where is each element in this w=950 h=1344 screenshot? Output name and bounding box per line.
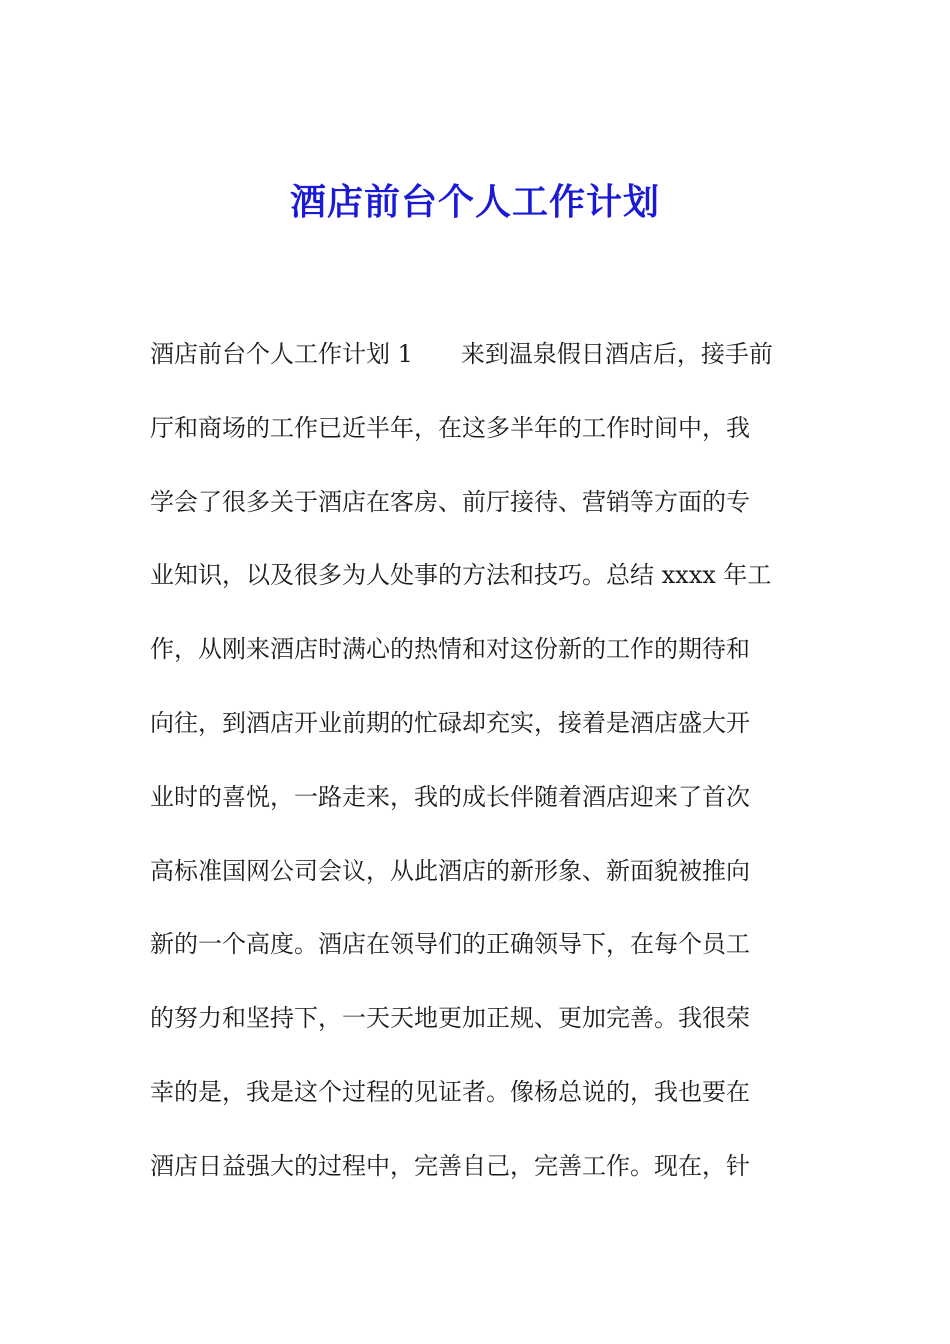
paragraph-line: 的努力和坚持下，一天天地更加正规、更加完善。我很荣: [150, 1004, 750, 1033]
paragraph-line: 酒店前台个人工作计划 1 来到温泉假日酒店后，接手前: [150, 340, 773, 368]
document-body: [150, 330, 815, 1216]
paragraph-line: 新的一个高度。酒店在领导们的正确领导下，在每个员工: [150, 930, 750, 959]
paragraph-line: 厅和商场的工作已近半年，在这多半年的工作时间中，我: [150, 413, 750, 442]
paragraph-line: 幸的是，我是这个过程的见证者。像杨总说的，我也要在: [150, 1077, 750, 1106]
page-title: 酒店前台个人工作计划: [289, 181, 660, 223]
paragraph-line: 酒店日益强大的过程中，完善自己，完善工作。现在，针: [150, 1151, 750, 1180]
paragraph-line: 向往，到酒店开业前期的忙碌却充实，接着是酒店盛大开: [150, 708, 750, 737]
paragraph-line: 业时的喜悦，一路走来，我的成长伴随着酒店迎来了首次: [150, 782, 750, 811]
paragraph-line: 学会了很多关于酒店在客房、前厅接待、营销等方面的专: [150, 487, 750, 516]
paragraph-line: 高标准国网公司会议，从此酒店的新形象、新面貌被推向: [150, 856, 750, 885]
paragraph-line: 业知识，以及很多为人处事的方法和技巧。总结 xxxx 年工: [150, 561, 772, 590]
paragraph-line: 作，从刚来酒店时满心的热情和对这份新的工作的期待和: [150, 635, 750, 664]
